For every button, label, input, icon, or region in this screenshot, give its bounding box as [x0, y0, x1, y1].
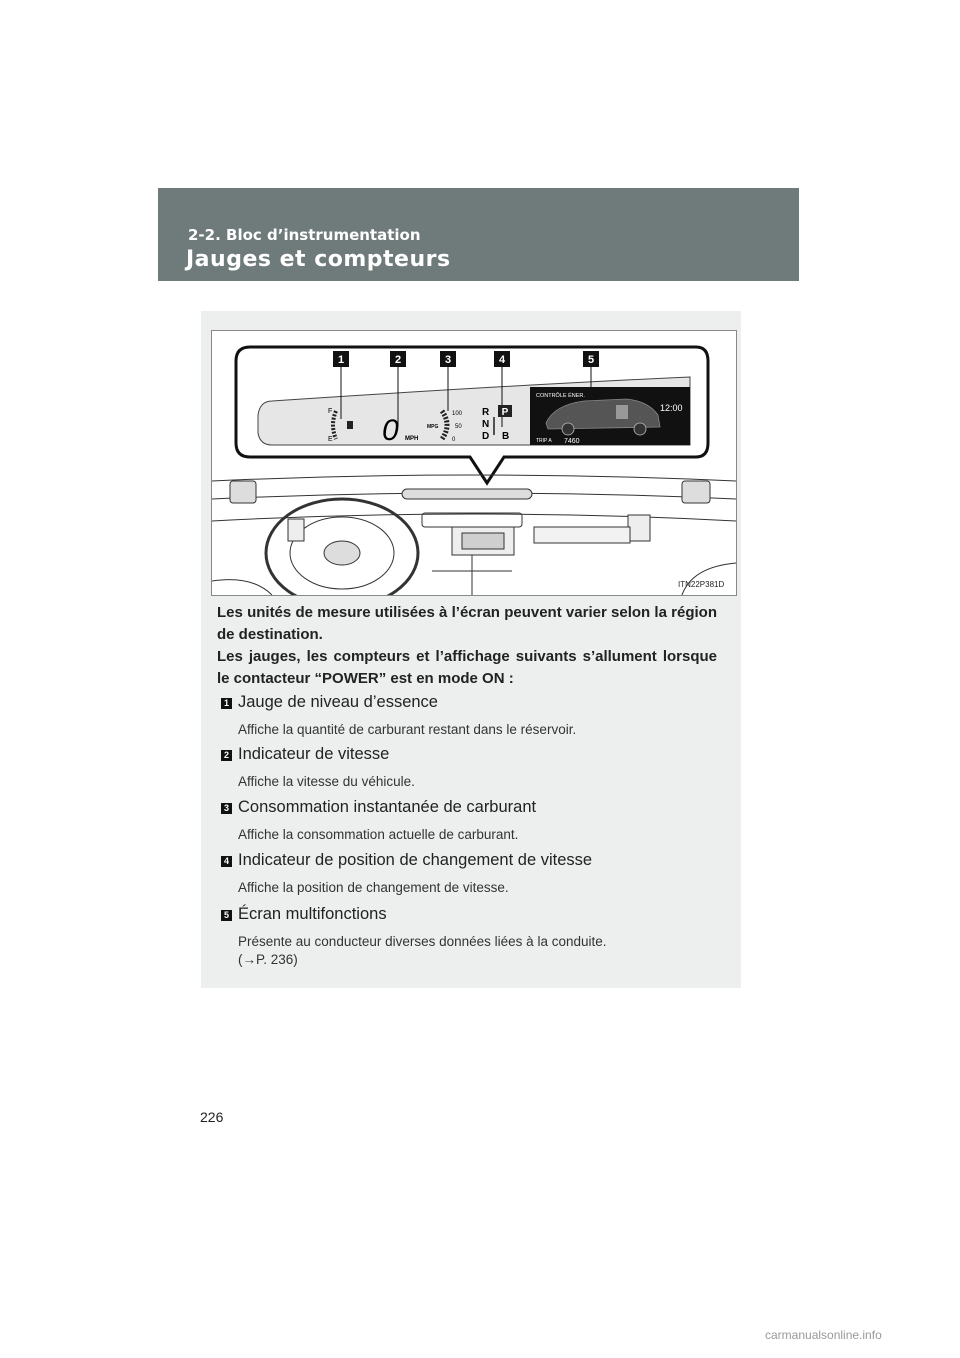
dashboard-drawing [212, 475, 736, 595]
item-title: Indicateur de vitesse [238, 745, 390, 763]
instrument-cluster-illustration [211, 330, 737, 596]
battery-icon [616, 405, 628, 419]
item-number-badge: 2 [221, 750, 232, 761]
watermark: carmanualsonline.info [765, 1328, 882, 1342]
page-title: Jauges et compteurs [186, 247, 451, 272]
fuel-empty-label: E [328, 436, 333, 443]
mpg-tick-50: 50 [455, 424, 462, 430]
speed-value: 0 [382, 414, 399, 447]
multi-information-display [530, 387, 690, 445]
multi-display-trip-value: 7460 [564, 438, 580, 445]
item-description: Affiche la consommation actuelle de carburant. [238, 827, 519, 842]
callout-badge-3 [440, 351, 456, 367]
item-description: Affiche la position de changement de vitesse. [238, 880, 509, 895]
callout-badge-1-label: 1 [337, 354, 345, 366]
item-number-badge: 3 [221, 803, 232, 814]
item-number-badge: 1 [221, 698, 232, 709]
mpg-tick-0: 0 [452, 437, 456, 443]
item-description-text: Présente au conducteur diverses données liées à la conduite. [238, 934, 607, 949]
multi-display-title: CONTRÔLE ÉNER. [536, 393, 585, 399]
speed-unit: MPH [405, 436, 419, 442]
item-title: Consommation instantanée de carburant [238, 798, 537, 816]
callout-badge-2 [390, 351, 406, 367]
section-label: 2-2. Bloc d’instrumentation [188, 226, 421, 244]
callout-badge-5-label: 5 [587, 354, 595, 366]
item-description [238, 933, 708, 969]
item-description: Affiche la vitesse du véhicule. [238, 774, 415, 789]
multi-display-clock: 12:00 [660, 403, 683, 413]
shift-r: R [482, 407, 490, 418]
fuel-pump-icon [347, 421, 353, 429]
intro-units-note: Les unités de mesure utilisées à l’écran peuvent varier selon la région de destination. [217, 604, 717, 643]
mpg-tick-100: 100 [452, 411, 463, 417]
callout-badge-3-label: 3 [444, 354, 452, 366]
illustration-code: ITN22P381D [678, 580, 725, 589]
multi-display-trip-label: TRIP A [536, 438, 552, 444]
item-title: Écran multifonctions [238, 905, 387, 923]
callout-badge-2-label: 2 [394, 354, 402, 366]
cluster-drawing [212, 331, 736, 595]
shift-n: N [482, 419, 490, 430]
item-description: Affiche la quantité de carburant restant dans le réservoir. [238, 722, 577, 737]
callout-badge-5 [583, 351, 599, 367]
rear-wheel-icon [634, 423, 646, 435]
intro-power-note: Les jauges, les compteurs et l’affichage suivants s’allument lorsque le contacteur “POWER” est en mode ON : [217, 648, 717, 687]
shift-b: B [502, 431, 510, 442]
shift-d: D [482, 431, 490, 442]
callout-badge-4-label: 4 [498, 354, 506, 366]
page-reference-link[interactable]: (→P. 236) [238, 952, 298, 967]
fuel-full-label: F [328, 408, 333, 415]
callout-badge-4 [494, 351, 510, 367]
callout-badge-1 [333, 351, 349, 367]
intro-text [217, 602, 717, 690]
front-wheel-icon [562, 423, 574, 435]
item-number-badge: 4 [221, 856, 232, 867]
item-title: Indicateur de position de changement de vitesse [238, 851, 593, 869]
mpg-label: MPG [427, 424, 439, 430]
item-title: Jauge de niveau d’essence [238, 693, 438, 711]
page-number: 226 [200, 1109, 224, 1125]
item-number-badge: 5 [221, 910, 232, 921]
shift-p: P [501, 407, 509, 418]
chapter-header [158, 188, 799, 281]
